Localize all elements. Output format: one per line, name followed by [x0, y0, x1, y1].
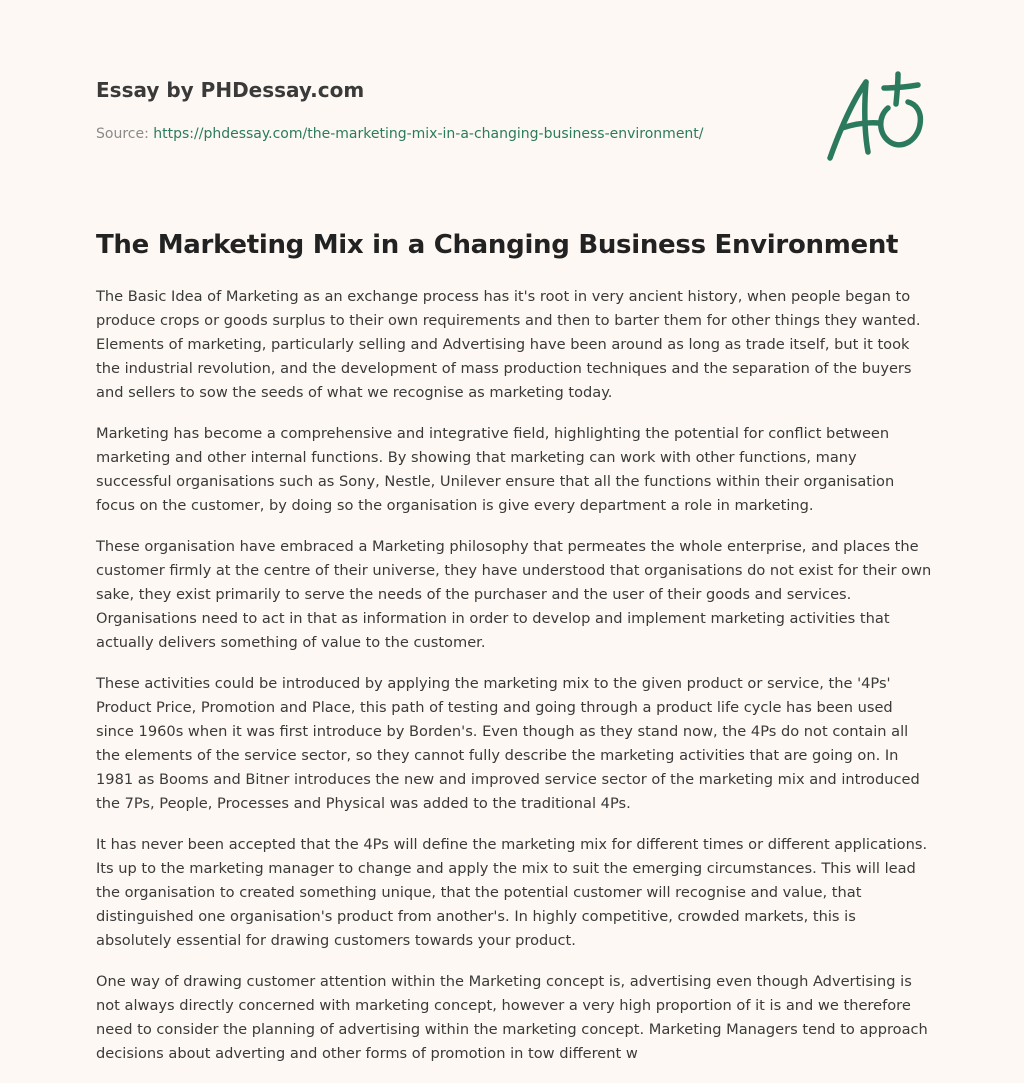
- article-title: The Marketing Mix in a Changing Business Environment: [96, 230, 899, 260]
- source-line: [96, 124, 796, 144]
- article-paragraph: The Basic Idea of Marketing as an exchange process has it's root in very ancient history, when people began to produce crops or goods surplus to their own requirements and then to barter them for other things they wanted. Elements of marketing, particularly selling and Advertising have been around as long as trade itself, but it took the industrial revolution, and the development of mass production techniques and the separation of the buyers and sellers to sow the seeds of what we recognise as marketing today.: [96, 288, 921, 401]
- article-body: [96, 285, 932, 1083]
- a-plus-grade-icon: [822, 68, 926, 164]
- article-paragraph: One way of drawing customer attention within the Marketing concept is, advertising even though Advertising is not always directly concerned with marketing concept, however a very high proportion of it is and we therefore need to consider the planning of advertising within the marketing concept. Marketing Managers tend to approach decisions about adverting and other forms of promotion in tow different w: [96, 973, 928, 1062]
- page-header: [96, 76, 796, 144]
- article-paragraph: These activities could be introduced by applying the marketing mix to the given product or service, the '4Ps' Product Price, Promotion and Place, this path of testing and going through a product life cycle has been used since 1960s when it was first introduce by Borden's. Even though as they stand now, the 4Ps do not contain all the elements of the service sector, so they cannot fully describe the marketing activities that are going on. In 1981 as Booms and Bitner introduces the new and improved service sector of the marketing mix and introduced the 7Ps, People, Processes and Physical was added to the traditional 4Ps.: [96, 675, 920, 812]
- article-paragraph: Marketing has become a comprehensive and integrative field, highlighting the potential for conflict between marketing and other internal functions. By showing that marketing can work with other functions, many successful organisations such as Sony, Nestle, Unilever ensure that all the functions within their organisation focus on the customer, by doing so the organisation is give every department a role in marketing.: [96, 425, 895, 514]
- site-title: Essay by PHDessay.com: [96, 78, 365, 102]
- article-paragraph: These organisation have embraced a Marketing philosophy that permeates the whole enterprise, and places the customer firmly at the centre of their universe, they have understood that organisations do not exist for their own sake, they exist primarily to serve the needs of the purchaser and the user of their goods and services. Organisations need to act in that as information in order to develop and implement marketing activities that actually delivers something of value to the customer.: [96, 538, 932, 651]
- article-paragraph: It has never been accepted that the 4Ps will define the marketing mix for different times or different applications. Its up to the marketing manager to change and apply the mix to suit the emerging circumstances. This will lead the organisation to created something unique, that the potential customer will recognise and value, that distinguished one organisation's product from another's. In highly competitive, crowded markets, this is absolutely essential for drawing customers towards your product.: [96, 836, 928, 949]
- source-label: Source:: [96, 126, 149, 142]
- source-link[interactable]: https://phdessay.com/the-marketing-mix-in-a-changing-business-environment/: [153, 126, 704, 142]
